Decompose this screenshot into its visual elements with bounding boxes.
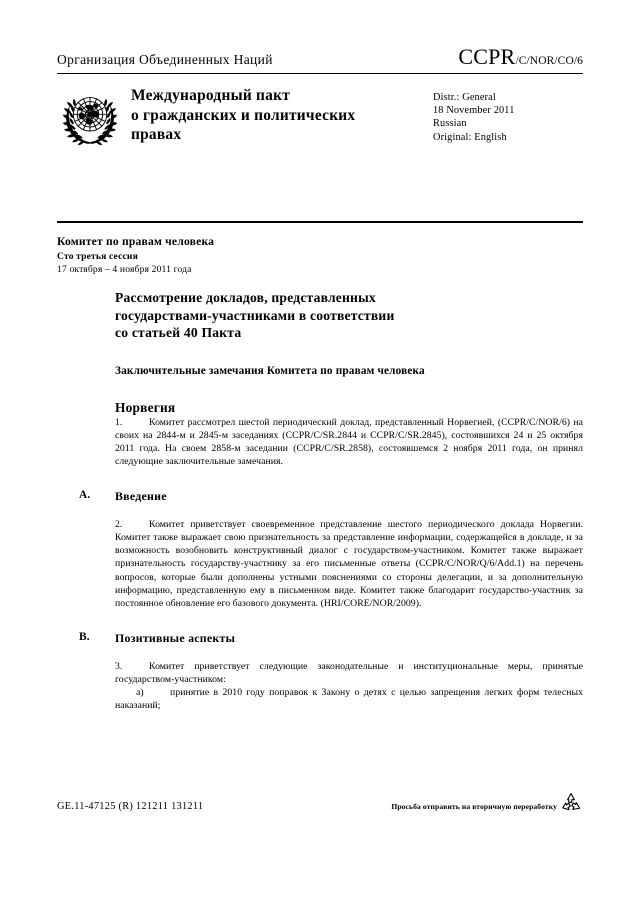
section-a-heading: Введение: [115, 489, 167, 504]
document-symbol: [458, 44, 583, 70]
covenant-title: [121, 85, 433, 145]
document-symbol-main: CCPR: [458, 44, 516, 69]
covenant-title-line-1: Международный пакт: [131, 87, 291, 104]
document-body: [79, 289, 583, 712]
page-title-line-1: Рассмотрение докладов, представленных: [115, 290, 376, 305]
subparagraph-a-letter: a): [136, 687, 144, 698]
un-emblem-icon: [59, 87, 121, 149]
subparagraph-a-text: принятие в 2010 году поправок к Закону о детях с целью запрещения легких форм телесных наказаний;: [115, 687, 583, 712]
page-title-line-3: со статьей 40 Пакта: [115, 325, 242, 341]
distribution-original: Original: English: [433, 131, 507, 143]
covenant-title-line-2: о гражданских и политических: [131, 106, 356, 124]
paragraph-3: [115, 660, 583, 686]
section-introduction: [79, 489, 583, 610]
section-a-letter: A.: [79, 489, 91, 502]
distribution-language: Russian: [433, 118, 467, 130]
page-title: [115, 289, 583, 342]
header-bottom-divider: [57, 221, 583, 223]
document-subtitle: Заключительные замечания Комитета по правам человека: [115, 364, 425, 377]
paragraph-3-subparagraph-a: [115, 686, 583, 712]
section-b-heading: Позитивные аспекты: [115, 630, 236, 645]
distribution-date: 18 November 2011: [433, 105, 515, 117]
page-sheet: [57, 0, 583, 905]
job-number: GE.11-47125 (R) 121211 131211: [57, 801, 204, 812]
masthead-bottom-row: [57, 85, 583, 149]
recycle-text: Просьба отправить на вторичную переработку: [391, 802, 557, 811]
masthead-top-row: [57, 44, 583, 72]
paragraph-3-number: 3.: [115, 660, 123, 672]
recycle-icon: [559, 791, 583, 815]
distribution-block: [433, 85, 583, 144]
committee-name: Комитет по правам человека: [57, 235, 215, 248]
section-b-body: [115, 660, 583, 712]
committee-session: Сто третья сессия: [57, 251, 138, 262]
page-title-line-2: государствами-участниками в соответствии: [115, 307, 395, 323]
document-masthead: [57, 44, 583, 149]
committee-dates: 17 октября – 4 ноября 2011 года: [57, 264, 192, 275]
paragraph-1-text: Комитет рассмотрел шестой периодический доклад, представленный Норвегией, (CCPR/C/NOR/6) на своих на 2844-м и 2845-м заседаниях (CCPR/C/SR.2844 и CCPR/C/SR.2845), состоявшихся 24 и 25 октября 2011 года. На своем 2858-м заседании (CCPR/C/SR.2858), состоявшемся 2 ноября 2011 года, он принял следующие заключительные замечания.: [115, 416, 583, 468]
paragraph-2-number: 2.: [115, 519, 123, 531]
paragraph-3-text: Комитет приветствует следующие законодательные и институциональные меры, принятые государством-участником:: [115, 660, 583, 685]
committee-block: [57, 235, 583, 276]
paragraph-1-number: 1.: [115, 416, 123, 428]
organization-name: Организация Объединенных Наций: [57, 52, 273, 67]
paragraph-1: [115, 416, 583, 468]
section-positive-aspects: [79, 630, 583, 712]
paragraph-2: [115, 518, 583, 610]
distribution-type: Distr.: General: [433, 92, 496, 103]
recycle-notice: [391, 798, 583, 815]
document-symbol-suffix: /C/NOR/CO/6: [515, 55, 583, 67]
section-b-letter: B.: [79, 630, 90, 643]
paragraph-2-text: Комитет приветствует своевременное представление шестого периодического доклада Норвегии. Комитет также выражает свою признательность за представление информации, содержащейся в докладе, и за возможность возобновить конструктивный диалог с государством-участником. Комитет также выражает признательность государству-участнику за его письменные ответы (CCPR/C/NOR/Q/6/Add.1) на перечень вопросов, которые были дополнены устными пояснениями со стороны делегации, и за дополнительную информацию, представленную ему в письменном виде. Комитет также благодарит государство-участник за постоянное обновление его базового документа. (HRI/CORE/NOR/2009).: [115, 519, 583, 609]
country-heading: Норвегия: [115, 399, 176, 415]
section-a-body: [115, 518, 583, 610]
page-footer: [57, 798, 583, 815]
covenant-title-line-3: правах: [131, 126, 182, 143]
masthead-divider: [57, 73, 583, 74]
